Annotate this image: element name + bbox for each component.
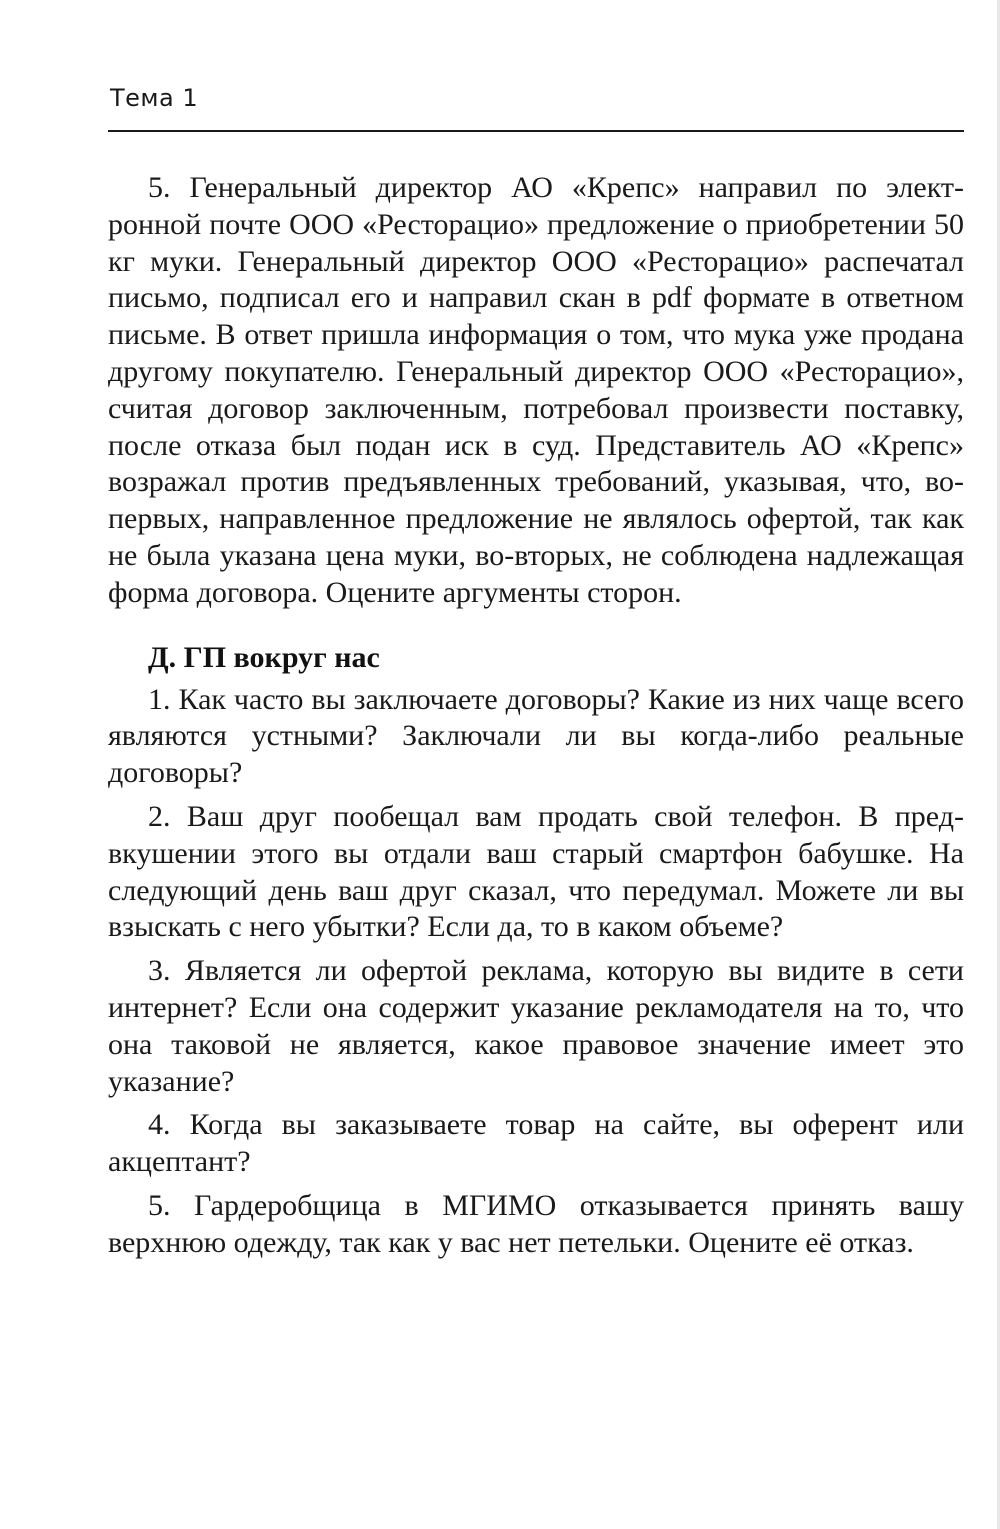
question-1: 1. Как часто вы заключаете договоры? Какие из них чаще всего являются устными? Заключали ли вы когда-либо реальные договоры? — [108, 682, 964, 790]
header-rule — [108, 130, 964, 132]
question-5: 5. Гардеробщица в МГИМО отказывается принять вашу верхнюю одежду, так как у вас нет петельки. Оцените её отказ. — [108, 1188, 964, 1259]
question-3: 3. Является ли офертой реклама, которую вы видите в сети интернет? Если она содержит указание рекламодателя на то, что она таковой не является, какое правовое значение имеет это указание? — [108, 954, 964, 1098]
question-2: 2. Ваш друг пообещал вам продать свой телефон. В предвкушении этого вы отдали ваш старый смартфон бабушке. На следующий день ваш друг сказал, что передумал. Можете ли вы взыскать с него убытки? Если да, то в каком объеме? — [108, 799, 964, 944]
question-4: 4. Когда вы заказываете товар на сайте, вы оферент или акцептант? — [108, 1108, 964, 1179]
running-head: Тема 1 — [110, 84, 199, 112]
page-body — [108, 170, 964, 1262]
task-5-paragraph: 5. Генеральный директор АО «Крепс» направил по электронной почте ООО «Ресторацио» предложение о приобретении 50 кг муки. Генеральный директор ООО «Ресторацио» распечатал письмо, подписал его и направил скан в pdf формате в ответном письме. В ответ пришла информация о том, что мука уже продана другому покупателю. Генеральный директор ООО «Ресторацио», считая договор заключенным, потребовал произвести поставку, после отказа был подан иск в суд. Представитель АО «Крепс» возражал против предъявленных требований, указывая, что, во-первых, направленное предложение не являлось офертой, так как не была указана цена муки, во-вторых, не соблюдена надлежащая форма договора. Оцените аргументы сторон. — [108, 171, 964, 609]
section-heading: Д. ГП вокруг нас — [148, 640, 380, 674]
